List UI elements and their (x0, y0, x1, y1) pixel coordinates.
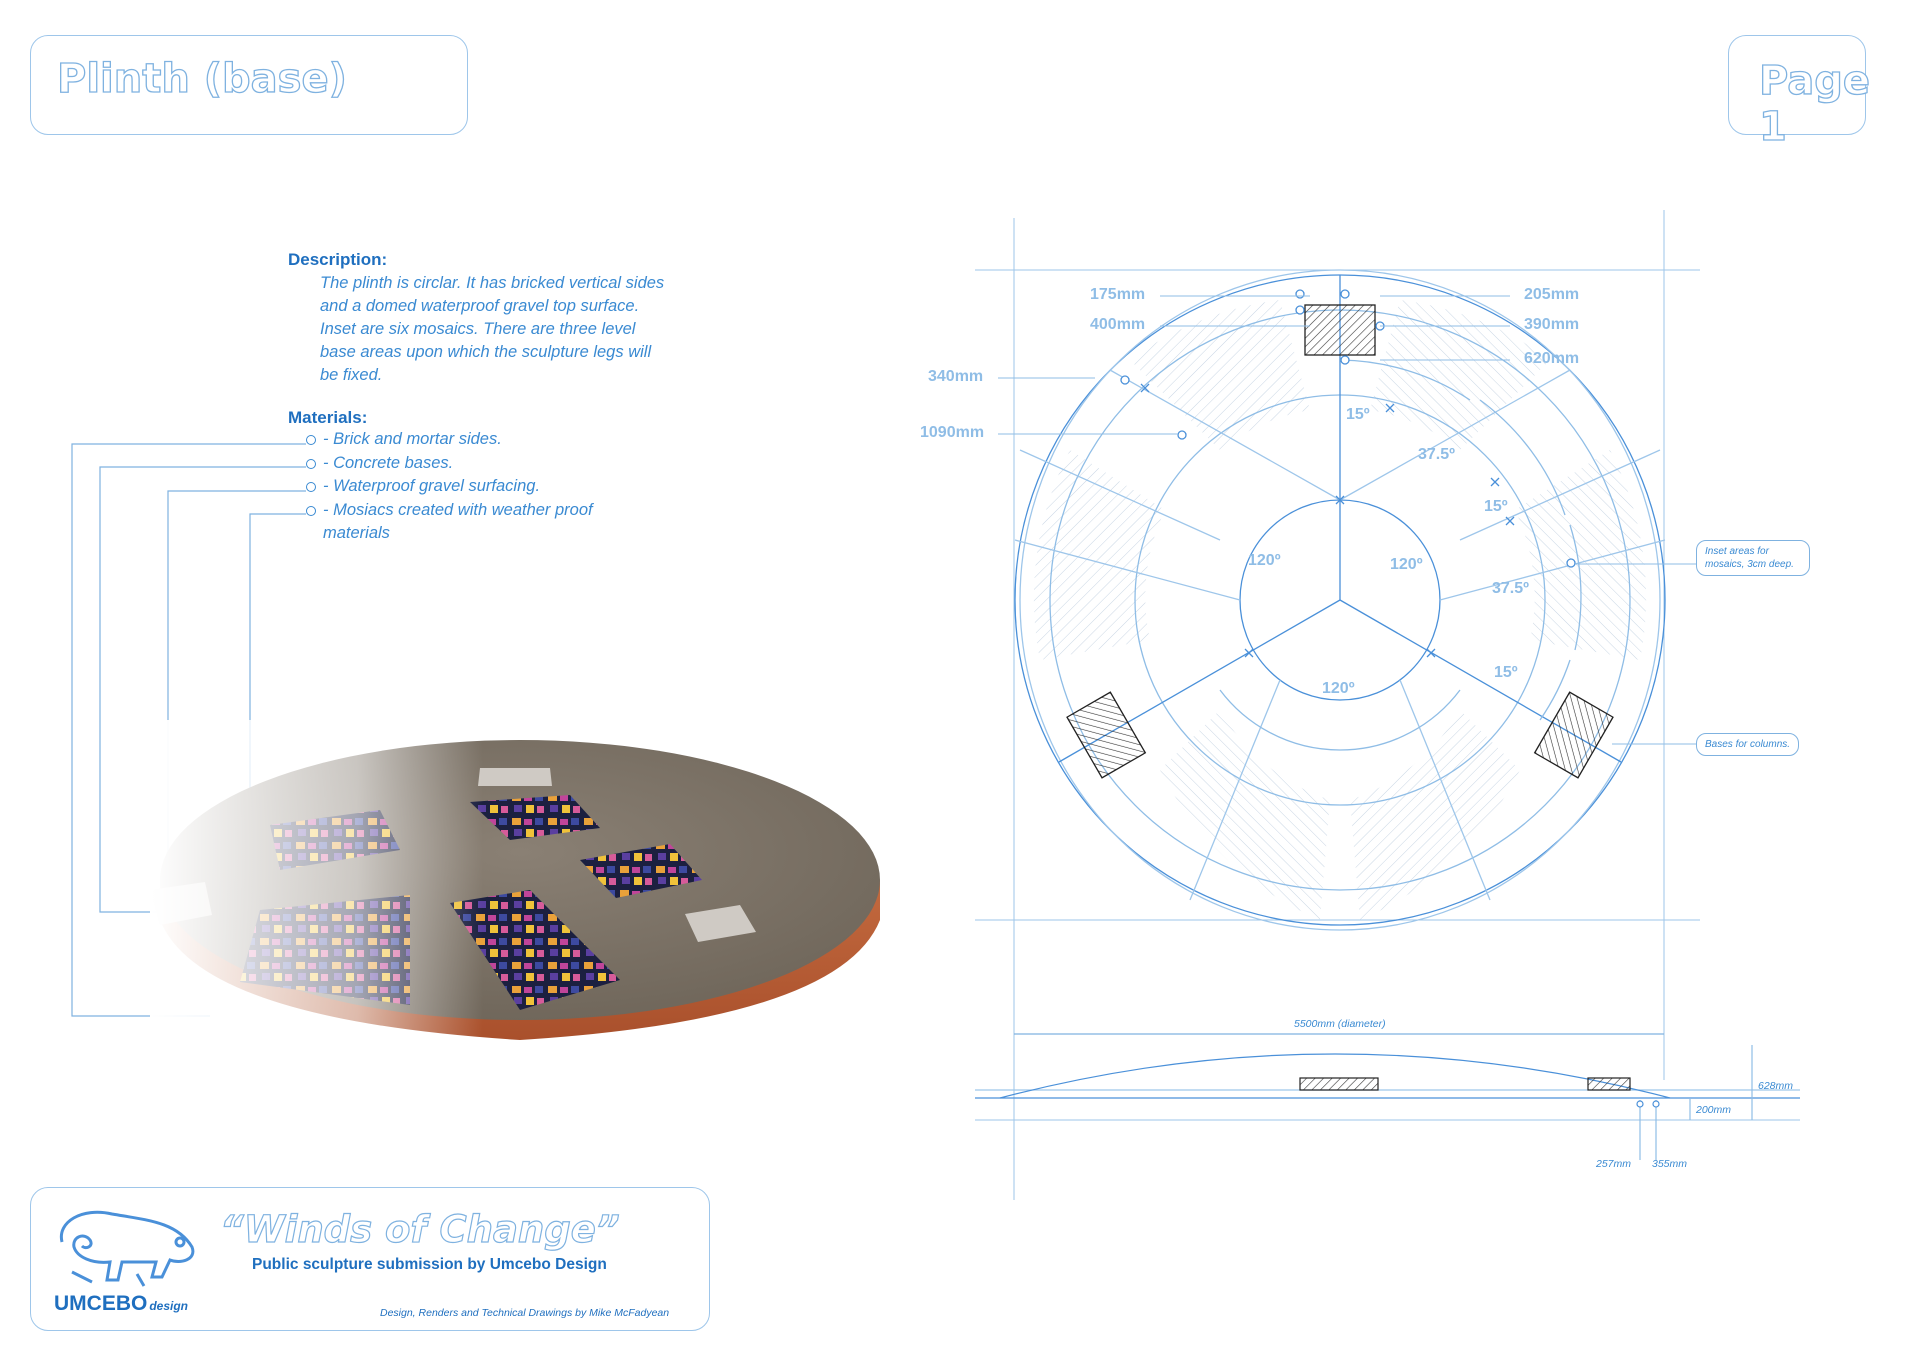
material-item: - Brick and mortar sides. (288, 428, 653, 452)
height-label: 628mm (1758, 1080, 1794, 1092)
angle-label: 120º (1248, 552, 1281, 569)
angle-label: 15º (1346, 406, 1370, 423)
angle-label: 15º (1484, 498, 1508, 515)
material-item: - Concrete bases. (288, 452, 653, 476)
material-item: - Waterproof gravel surfacing. (288, 475, 653, 499)
angle-label: 120º (1390, 556, 1423, 573)
dim-label: 355mm (1652, 1158, 1688, 1170)
credit-line: Design, Renders and Technical Drawings by Mike McFadyean (380, 1307, 670, 1319)
base-height-label: 200mm (1696, 1104, 1732, 1116)
bases-callout: Bases for columns. (1696, 733, 1799, 756)
angle-label: 37.5º (1492, 580, 1529, 597)
description-text: The plinth is circlar. It has bricked vertical sides and a domed waterproof gravel top surface. Inset are six mosaics. There are three level base areas upon which the sculpture legs will be fixed. (320, 274, 665, 384)
dim-label: 175mm (1090, 286, 1146, 303)
dim-label: 620mm (1524, 350, 1580, 367)
materials-heading: Materials: (288, 408, 368, 427)
dim-label: 390mm (1524, 316, 1580, 333)
dim-label: 400mm (1090, 316, 1146, 333)
angle-label: 120º (1322, 680, 1355, 697)
dim-label: 257mm (1596, 1158, 1632, 1170)
page-number: Page 1 (1759, 58, 1870, 150)
chameleon-logo-icon (52, 1202, 202, 1292)
angle-label: 15º (1494, 664, 1518, 681)
dim-label: 1090mm (920, 424, 985, 441)
diameter-label: 5500mm (diameter) (1294, 1018, 1386, 1030)
brand-name: UMCEBO design (54, 1292, 189, 1315)
dim-label: 205mm (1524, 286, 1580, 303)
project-subtitle: Public sculpture submission by Umcebo Design (252, 1256, 607, 1273)
mosaic-callout: Inset areas for mosaics, 3cm deep. (1696, 540, 1810, 576)
project-title: “Winds of Change” (220, 1208, 620, 1251)
dim-label: 340mm (928, 368, 984, 385)
description-heading: Description: (288, 250, 388, 269)
angle-label: 37.5º (1418, 446, 1455, 463)
plinth-render (150, 720, 890, 1100)
material-item: - Mosiacs created with weather proof materials (288, 499, 653, 546)
page-title: Plinth (base) (57, 56, 347, 102)
